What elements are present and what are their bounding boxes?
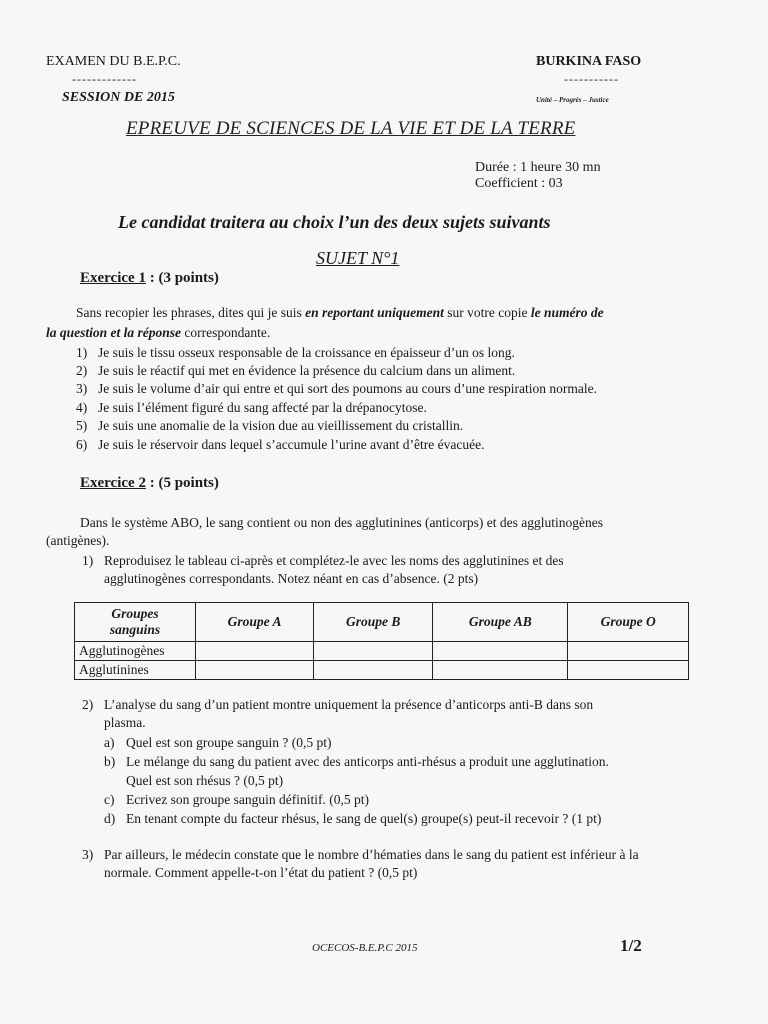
table-row-label: Agglutinines [75, 661, 196, 680]
question-3-line1: 3) Par ailleurs, le médecin constate que le nombre d’hématies dans le sang du patient est inférieur à la [82, 847, 639, 862]
question-3-line2: normale. Comment appelle-t-on l’état du patient ? (0,5 pt) [104, 865, 418, 880]
table-cell [196, 642, 314, 661]
exercise-1-instruction-line2 [46, 325, 270, 341]
table-row [75, 642, 689, 661]
instr-part-c: sur votre copie [443, 305, 531, 320]
table-header-row [75, 603, 689, 642]
list-item: 5) Je suis une anomalie de la vision due au vieillissement du cristallin. [76, 418, 464, 433]
session-label: SESSION DE 2015 [62, 90, 175, 105]
exam-title: EPREUVE DE SCIENCES DE LA VIE ET DE LA TERRE [126, 118, 576, 139]
table-header-cell: Groupe AB [433, 603, 568, 642]
instruction-intro: Le candidat traitera au choix l’un des deux sujets suivants [118, 212, 551, 232]
list-item: a) Quel est son groupe sanguin ? (0,5 pt) [104, 735, 332, 750]
sujet-heading: SUJET N°1 [316, 248, 400, 268]
table-cell [568, 661, 689, 680]
list-item: c) Ecrivez son groupe sanguin définitif. (0,5 pt) [104, 792, 369, 807]
country-label: BURKINA FASO [536, 54, 642, 69]
exercise-1-instruction-line1 [76, 305, 604, 321]
table-cell [433, 642, 568, 661]
exam-label: EXAMEN DU B.E.P.C. [46, 54, 181, 69]
list-item: 2) Je suis le réactif qui met en évidence la présence du calcium dans un aliment. [76, 363, 516, 378]
duration: Durée : 1 heure 30 mn [475, 160, 601, 175]
instr-part-e: la question et la réponse [46, 325, 182, 340]
question-2-line2: plasma. [104, 715, 146, 730]
blood-group-table [74, 602, 689, 680]
question-1-line2: agglutinogènes correspondants. Notez néant en cas d’absence. (2 pts) [104, 571, 479, 586]
exercise-2-heading [80, 475, 219, 492]
list-item: d) En tenant compte du facteur rhésus, le sang de quel(s) groupe(s) peut-il recevoir ? (1 pt) [104, 811, 602, 826]
list-item: 3) Je suis le volume d’air qui entre et qui sort des poumons au cours d’une respiration normale. [76, 381, 598, 396]
exercise-2-intro-line2: (antigènes). [46, 533, 110, 548]
table-row [75, 661, 689, 680]
exercise-1-label: Exercice 1 [80, 270, 146, 286]
table-cell [314, 642, 433, 661]
question-1-line1: 1) Reproduisez le tableau ci-après et complétez-le avec les noms des agglutinines et des [82, 553, 564, 568]
instr-part-a: Sans recopier les phrases, dites qui je suis [76, 305, 306, 320]
country-motto: Unité – Progrès – Justice [536, 96, 609, 104]
table-header-corner: Groupes sanguins [75, 603, 196, 642]
exercise-2-label: Exercice 2 [80, 475, 146, 491]
coefficient: Coefficient : 03 [475, 176, 563, 191]
list-item: 1) Je suis le tissu osseux responsable de la croissance en épaisseur d’un os long. [76, 345, 515, 360]
table-cell [433, 661, 568, 680]
exercise-1-points: : (3 points) [149, 270, 219, 286]
header-right-divider: ----------- [564, 72, 619, 86]
table-header-cell: Groupe O [568, 603, 689, 642]
instr-part-d: le numéro de [530, 305, 604, 320]
header-left-divider: ------------- [72, 72, 137, 86]
footer-source: OCECOS-B.E.P.C 2015 [312, 942, 418, 954]
list-item: 4) Je suis l’élément figuré du sang affecté par la drépanocytose. [76, 400, 427, 415]
table-cell [568, 642, 689, 661]
list-item: Quel est son rhésus ? (0,5 pt) [126, 773, 284, 788]
list-item: 6) Je suis le réservoir dans lequel s’accumule l’urine avant d’être évacuée. [76, 437, 485, 452]
exercise-2-points: : (5 points) [149, 475, 219, 491]
list-item: b) Le mélange du sang du patient avec des anticorps anti-rhésus a produit une agglutination. [104, 754, 609, 769]
exercise-1-heading [80, 270, 219, 287]
instr-part-b: en reportant uniquement [305, 305, 444, 320]
table-header-cell: Groupe B [314, 603, 433, 642]
page-number: 1/2 [620, 936, 642, 955]
question-2-line1: 2) L’analyse du sang d’un patient montre uniquement la présence d’anticorps anti-B dans son [82, 697, 594, 712]
table-row-label: Agglutinogènes [75, 642, 196, 661]
instr-part-f: correspondante. [181, 325, 271, 340]
table-cell [314, 661, 433, 680]
exercise-2-intro-line1: Dans le système ABO, le sang contient ou non des agglutinines (anticorps) et des agglutinogènes [80, 515, 604, 530]
table-cell [196, 661, 314, 680]
table-header-cell: Groupe A [196, 603, 314, 642]
